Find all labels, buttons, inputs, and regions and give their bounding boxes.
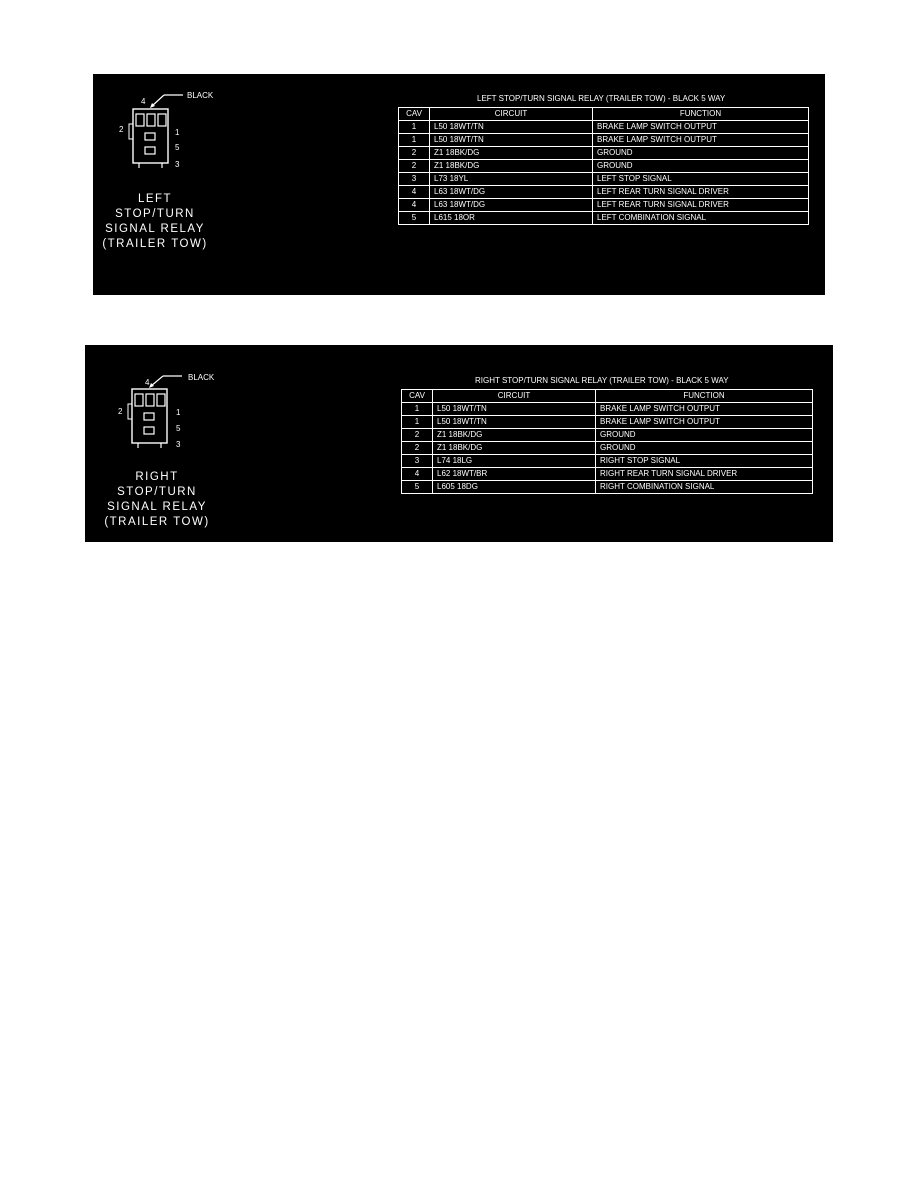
cav-cell: 5 bbox=[402, 481, 433, 494]
circuit-cell: L615 18OR bbox=[430, 212, 593, 225]
table-row bbox=[399, 160, 809, 173]
cav-cell: 1 bbox=[402, 416, 433, 429]
circuit-cell: Z1 18BK/DG bbox=[430, 160, 593, 173]
table-row bbox=[402, 455, 813, 468]
function-cell: LEFT REAR TURN SIGNAL DRIVER bbox=[593, 186, 809, 199]
relay-name-line: RIGHT bbox=[135, 471, 179, 483]
header-cav: CAV bbox=[402, 390, 433, 403]
pin-label-5: 5 bbox=[176, 424, 181, 433]
pinout-table bbox=[401, 389, 813, 494]
circuit-cell: L50 18WT/TN bbox=[430, 134, 593, 147]
header-circuit: CIRCUIT bbox=[430, 108, 593, 121]
relay-connector-icon bbox=[117, 90, 227, 170]
table-title: LEFT STOP/TURN SIGNAL RELAY (TRAILER TOW) - BLACK 5 WAY bbox=[477, 94, 726, 103]
cav-cell: 4 bbox=[399, 186, 430, 199]
circuit-cell: L63 18WT/DG bbox=[430, 199, 593, 212]
table-row bbox=[399, 147, 809, 160]
cav-cell: 3 bbox=[399, 173, 430, 186]
header-function: FUNCTION bbox=[593, 108, 809, 121]
table-row bbox=[399, 121, 809, 134]
left-relay-panel bbox=[93, 74, 825, 295]
table-row bbox=[399, 134, 809, 147]
pin-label-2: 2 bbox=[119, 125, 124, 134]
connector-diagram bbox=[117, 90, 227, 170]
function-cell: GROUND bbox=[593, 160, 809, 173]
circuit-cell: L62 18WT/BR bbox=[433, 468, 596, 481]
table-row bbox=[402, 416, 813, 429]
relay-name bbox=[102, 470, 212, 530]
function-cell: GROUND bbox=[593, 147, 809, 160]
right-relay-panel bbox=[85, 345, 833, 542]
connector-color-label: BLACK bbox=[188, 373, 215, 382]
function-cell: BRAKE LAMP SWITCH OUTPUT bbox=[593, 134, 809, 147]
pin-label-4: 4 bbox=[141, 97, 146, 106]
table-row bbox=[399, 212, 809, 225]
function-cell: RIGHT STOP SIGNAL bbox=[596, 455, 813, 468]
header-circuit: CIRCUIT bbox=[433, 390, 596, 403]
function-cell: RIGHT COMBINATION SIGNAL bbox=[596, 481, 813, 494]
function-cell: BRAKE LAMP SWITCH OUTPUT bbox=[596, 403, 813, 416]
cav-cell: 2 bbox=[402, 442, 433, 455]
table-row bbox=[402, 403, 813, 416]
table-row bbox=[402, 442, 813, 455]
circuit-cell: Z1 18BK/DG bbox=[433, 442, 596, 455]
cav-cell: 1 bbox=[402, 403, 433, 416]
pin-label-5: 5 bbox=[175, 143, 180, 152]
function-cell: RIGHT REAR TURN SIGNAL DRIVER bbox=[596, 468, 813, 481]
header-function: FUNCTION bbox=[596, 390, 813, 403]
table-title: RIGHT STOP/TURN SIGNAL RELAY (TRAILER TOW) - BLACK 5 WAY bbox=[475, 376, 729, 385]
connector-diagram bbox=[116, 370, 226, 450]
function-cell: BRAKE LAMP SWITCH OUTPUT bbox=[596, 416, 813, 429]
function-cell: GROUND bbox=[596, 442, 813, 455]
circuit-cell: L73 18YL bbox=[430, 173, 593, 186]
cav-cell: 3 bbox=[402, 455, 433, 468]
table-row bbox=[402, 429, 813, 442]
header-cav: CAV bbox=[399, 108, 430, 121]
circuit-cell: L605 18DG bbox=[433, 481, 596, 494]
table-row bbox=[399, 173, 809, 186]
pin-label-2: 2 bbox=[118, 407, 123, 416]
cav-cell: 1 bbox=[399, 121, 430, 134]
relay-name-line: SIGNAL RELAY bbox=[105, 223, 205, 235]
pin-label-1: 1 bbox=[175, 128, 180, 137]
cav-cell: 1 bbox=[399, 134, 430, 147]
circuit-cell: L50 18WT/TN bbox=[430, 121, 593, 134]
table-header-row bbox=[399, 108, 809, 121]
relay-name-line: STOP/TURN bbox=[117, 486, 197, 498]
table-row bbox=[399, 186, 809, 199]
pin-label-1: 1 bbox=[176, 408, 181, 417]
table-row bbox=[402, 468, 813, 481]
relay-name-line: (TRAILER TOW) bbox=[102, 238, 208, 250]
relay-name-line: SIGNAL RELAY bbox=[107, 501, 207, 513]
cav-cell: 4 bbox=[402, 468, 433, 481]
pin-label-3: 3 bbox=[176, 440, 181, 449]
function-cell: LEFT REAR TURN SIGNAL DRIVER bbox=[593, 199, 809, 212]
cav-cell: 2 bbox=[399, 147, 430, 160]
relay-name-line: STOP/TURN bbox=[115, 208, 195, 220]
relay-name-line: LEFT bbox=[137, 193, 173, 205]
connector-color-label: BLACK bbox=[187, 91, 214, 100]
cav-cell: 5 bbox=[399, 212, 430, 225]
function-cell: LEFT COMBINATION SIGNAL bbox=[593, 212, 809, 225]
table-header-row bbox=[402, 390, 813, 403]
circuit-cell: L50 18WT/TN bbox=[433, 403, 596, 416]
cav-cell: 2 bbox=[399, 160, 430, 173]
relay-name-line: (TRAILER TOW) bbox=[104, 516, 210, 528]
circuit-cell: Z1 18BK/DG bbox=[430, 147, 593, 160]
circuit-cell: L63 18WT/DG bbox=[430, 186, 593, 199]
function-cell: GROUND bbox=[596, 429, 813, 442]
relay-name bbox=[100, 192, 210, 252]
cav-cell: 4 bbox=[399, 199, 430, 212]
circuit-cell: L50 18WT/TN bbox=[433, 416, 596, 429]
function-cell: LEFT STOP SIGNAL bbox=[593, 173, 809, 186]
table-row bbox=[399, 199, 809, 212]
circuit-cell: Z1 18BK/DG bbox=[433, 429, 596, 442]
circuit-cell: L74 18LG bbox=[433, 455, 596, 468]
pinout-table bbox=[398, 107, 809, 225]
pin-label-4: 4 bbox=[145, 378, 150, 387]
function-cell: BRAKE LAMP SWITCH OUTPUT bbox=[593, 121, 809, 134]
table-row bbox=[402, 481, 813, 494]
pin-label-3: 3 bbox=[175, 160, 180, 169]
cav-cell: 2 bbox=[402, 429, 433, 442]
